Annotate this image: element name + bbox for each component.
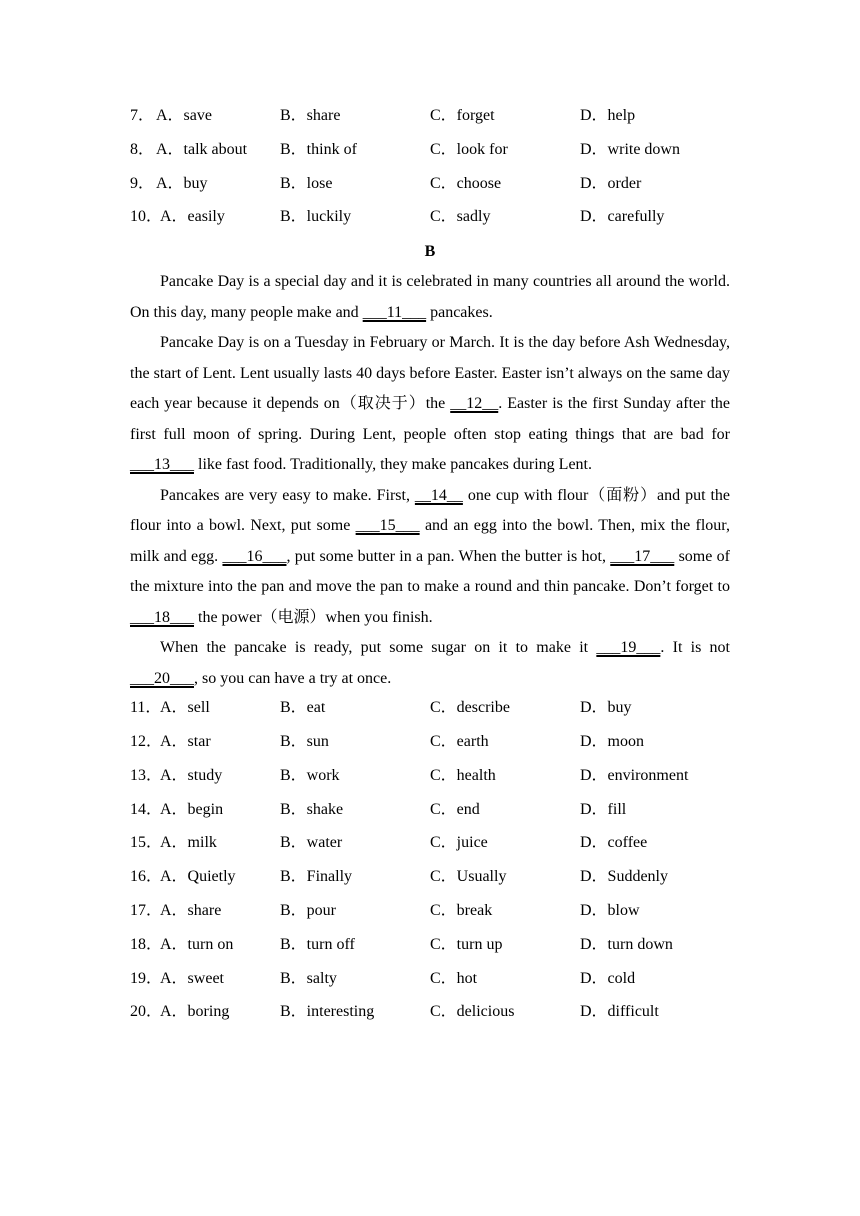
option-d: D．Suddenly <box>580 868 669 886</box>
option-c: C．look for <box>430 140 508 158</box>
option-c: C．describe <box>430 699 510 717</box>
option-c: C．Usually <box>430 868 507 886</box>
option-a: A．buy <box>156 174 208 192</box>
option-d: D．difficult <box>580 1003 659 1021</box>
question-row <box>130 897 730 931</box>
question-row <box>130 931 730 965</box>
question-number: 9． <box>130 174 155 192</box>
option-b: B．shake <box>280 800 344 818</box>
question-row <box>130 728 730 762</box>
option-a: A．easily <box>160 208 225 226</box>
option-c: C．hot <box>430 969 478 987</box>
option-a: A．sell <box>160 699 210 717</box>
option-d: D．help <box>580 107 636 124</box>
option-c: C．juice <box>430 834 488 852</box>
option-a: A．save <box>156 107 212 124</box>
passage-text: one cup with flour（面粉）and put the flour into a bowl. Next, put some <box>130 486 730 535</box>
option-c: C．health <box>430 766 496 784</box>
question-number: 16． <box>130 868 163 886</box>
question-number: 7． <box>130 107 155 124</box>
question-row <box>130 829 730 863</box>
option-d: D．environment <box>580 766 689 784</box>
option-a: A．talk about <box>156 140 248 158</box>
option-a: A．sweet <box>160 969 224 987</box>
option-d: D．blow <box>580 901 640 919</box>
question-row <box>130 998 730 1032</box>
question-row <box>130 762 730 796</box>
passage-paragraph-4 <box>130 633 730 694</box>
option-a: A．share <box>160 901 222 919</box>
option-b: B．luckily <box>280 208 352 226</box>
option-d: D．moon <box>580 732 645 750</box>
passage-text: the power（电源）when you finish. <box>194 608 433 626</box>
question-number: 13． <box>130 766 163 784</box>
passage-text: When the pancake is ready, put some sugar on it to make it <box>160 639 597 657</box>
blank-16: ___16___ <box>222 547 287 565</box>
question-row <box>130 863 730 897</box>
blank-18: ___18___ <box>130 608 194 626</box>
passage-text: some of the mixture into the pan and move the pan to make a round and thin pancake. Don’t forget to <box>130 547 730 596</box>
passage-text: Pancake Day is on a Tuesday in February or March. It is the day before Ash Wednesday, the start of Lent. Lent usually lasts 40 days before Easter. Easter isn’t always on the same day each year because it depends on（取决于）the <box>130 334 730 413</box>
option-d: D．turn down <box>580 935 673 953</box>
question-number: 15． <box>130 834 163 852</box>
blank-15: ___15___ <box>355 517 420 535</box>
option-b: B．share <box>280 107 341 124</box>
option-d: D．write down <box>580 140 680 158</box>
document-page <box>130 102 730 1032</box>
question-number: 10． <box>130 208 163 226</box>
option-a: A．boring <box>160 1003 230 1021</box>
option-a: A．turn on <box>160 935 234 953</box>
option-b: B．water <box>280 834 343 852</box>
question-row <box>130 102 730 136</box>
question-number: 12． <box>130 732 163 750</box>
question-number: 14． <box>130 800 163 818</box>
option-c: C．delicious <box>430 1003 515 1021</box>
question-number: 17． <box>130 901 163 919</box>
option-a: A．begin <box>160 800 224 818</box>
option-d: D．cold <box>580 969 636 987</box>
option-d: D．buy <box>580 699 632 717</box>
option-c: C．sadly <box>430 208 491 226</box>
passage-text: pancakes. <box>426 303 493 321</box>
question-row <box>130 694 730 728</box>
passage-text: . Easter is the first Sunday after the first full moon of spring. During Lent, people often stop eating things that are bad for <box>130 395 730 443</box>
blank-13: ___13___ <box>130 456 194 474</box>
question-number: 11． <box>130 699 162 717</box>
passage-text: , put some butter in a pan. When the butter is hot, <box>286 547 611 565</box>
option-c: C．choose <box>430 174 502 192</box>
options-top <box>130 102 730 237</box>
option-a: A．milk <box>160 834 217 852</box>
blank-11: ___11___ <box>362 303 427 321</box>
passage-text: Pancakes are very easy to make. First, <box>160 486 415 504</box>
question-number: 18． <box>130 935 163 953</box>
passage-text: , so you can have a try at once. <box>194 669 392 687</box>
blank-12: __12__ <box>450 395 499 413</box>
option-b: B．think of <box>280 140 357 158</box>
option-c: C．turn up <box>430 935 503 953</box>
question-row <box>130 136 730 170</box>
question-row <box>130 170 730 204</box>
passage-paragraph-3 <box>130 481 730 634</box>
blank-14: __14__ <box>414 486 463 504</box>
passage-paragraph-1 <box>130 267 730 328</box>
option-b: B．work <box>280 766 340 784</box>
blank-20: ___20___ <box>130 669 194 687</box>
blank-17: ___17___ <box>610 547 675 565</box>
option-d: D．carefully <box>580 208 665 226</box>
option-d: D．order <box>580 174 642 192</box>
section-title: B <box>424 243 436 261</box>
option-b: B．sun <box>280 732 329 750</box>
passage-text: . It is not <box>660 639 731 657</box>
option-b: B．salty <box>280 969 337 987</box>
option-c: C．end <box>430 800 480 818</box>
option-c: C．earth <box>430 732 489 750</box>
blank-19: ___19___ <box>596 639 661 657</box>
option-b: B．pour <box>280 901 337 919</box>
option-b: B．turn off <box>280 935 355 953</box>
option-a: A．star <box>160 732 211 750</box>
question-number: 19． <box>130 969 163 987</box>
option-d: D．fill <box>580 800 627 818</box>
passage-paragraph-2 <box>130 328 730 481</box>
option-b: B．lose <box>280 174 333 192</box>
option-c: C．break <box>430 901 493 919</box>
question-number: 8． <box>130 140 155 158</box>
passage-text: and an egg into the bowl. Then, mix the flour, milk and egg. <box>130 517 730 565</box>
passage-text: Pancake Day is a special day and it is celebrated in many countries all around the world. On this day, many people make and <box>130 273 730 321</box>
option-a: A．study <box>160 766 223 784</box>
question-number: 20． <box>130 1003 163 1021</box>
question-row <box>130 796 730 830</box>
passage-text: like fast food. Traditionally, they make pancakes during Lent. <box>194 456 592 474</box>
option-b: B．Finally <box>280 868 353 886</box>
options-bottom <box>130 694 730 1032</box>
question-row <box>130 203 730 237</box>
option-c: C．forget <box>430 107 495 124</box>
option-d: D．coffee <box>580 834 648 852</box>
option-b: B．interesting <box>280 1003 375 1021</box>
question-row <box>130 965 730 999</box>
option-a: A．Quietly <box>160 868 236 886</box>
option-b: B．eat <box>280 699 326 717</box>
